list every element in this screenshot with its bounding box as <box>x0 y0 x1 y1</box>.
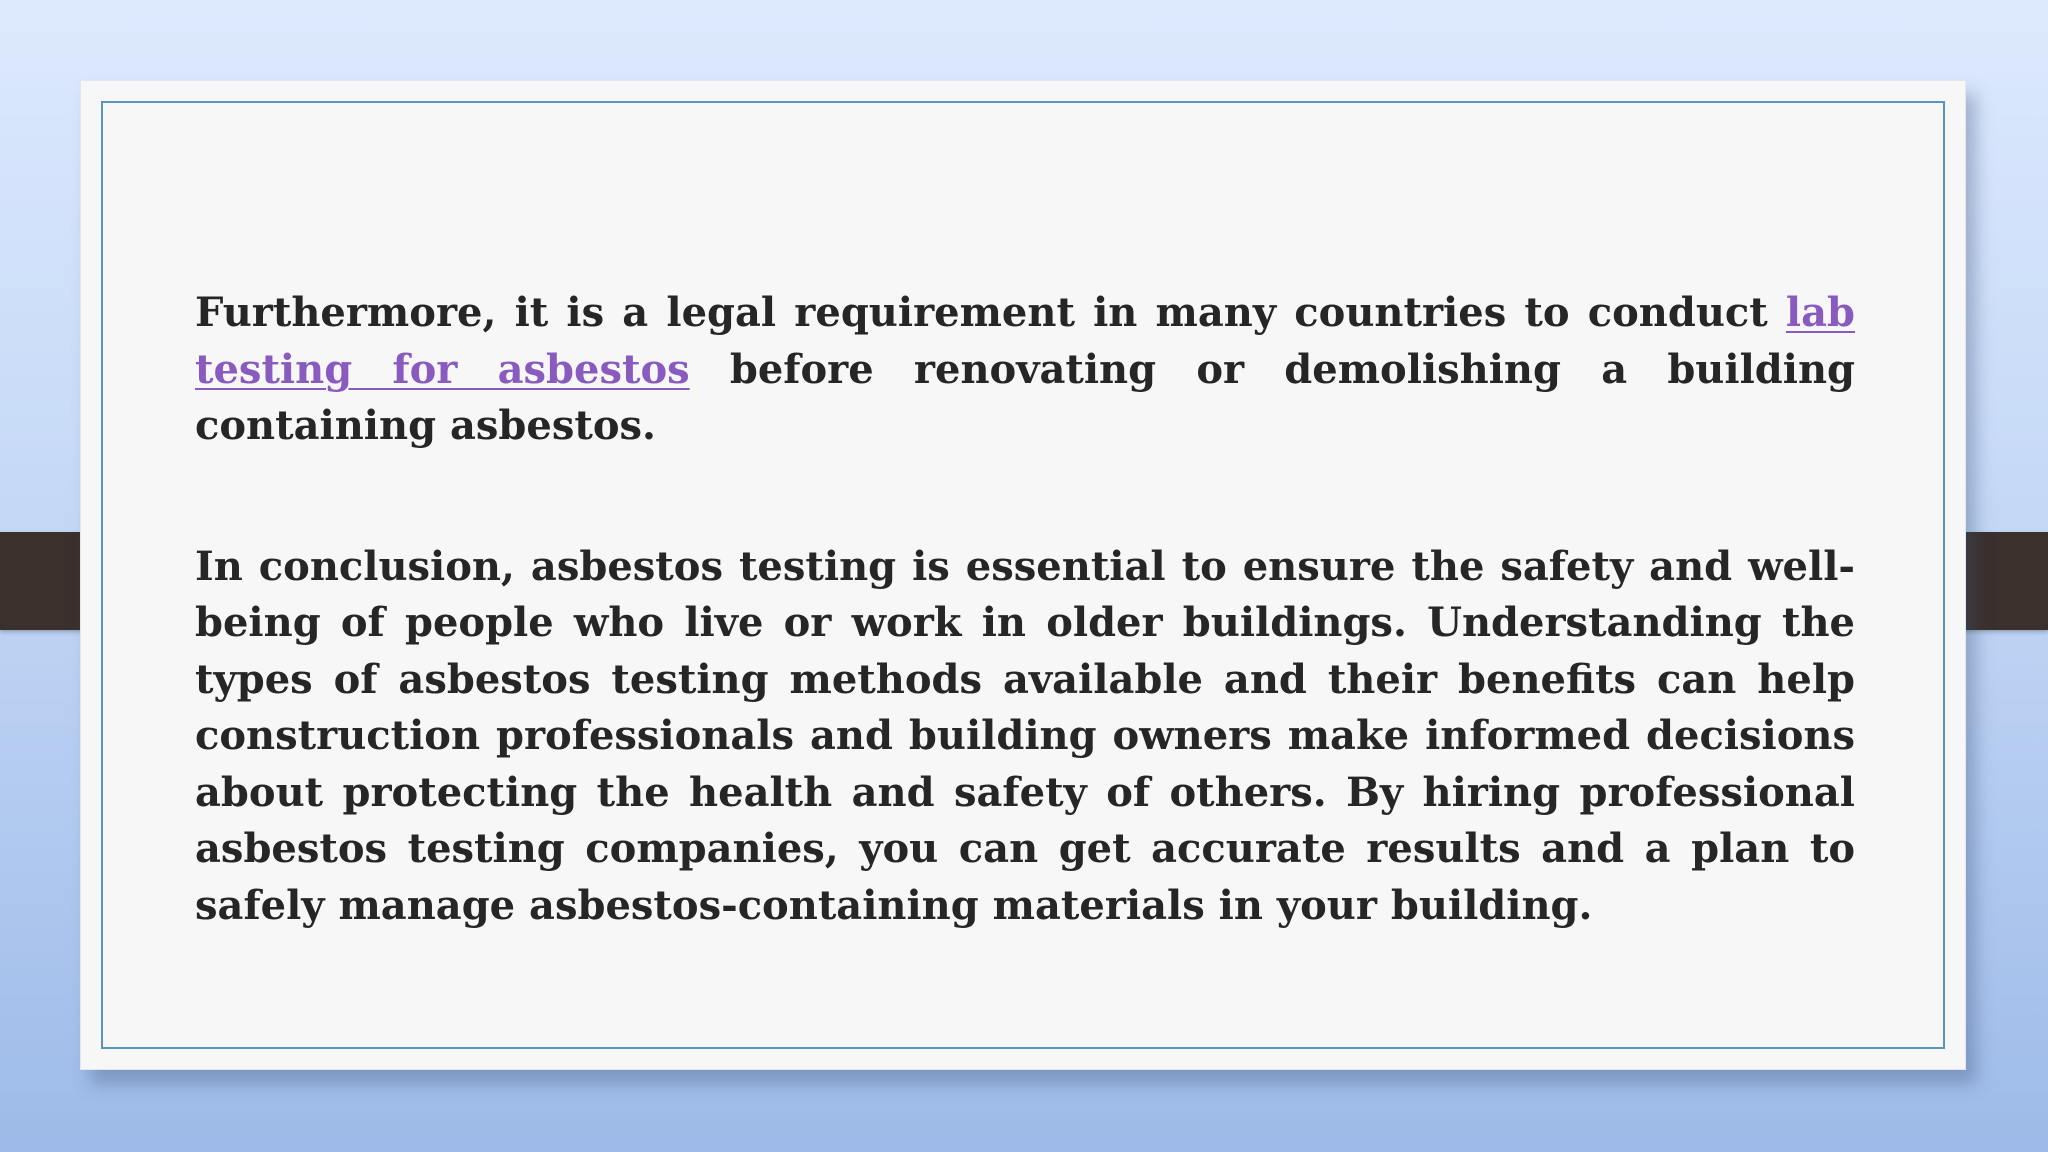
paragraph-1-text-after-link: before renovating or demolishing a building containing asbestos. <box>195 345 1855 449</box>
paragraph-conclusion: In conclusion, asbestos testing is essential to ensure the safety and well-being of people who live or work in older buildings. Understanding the types of asbestos testing methods available and their benefits can help construction professionals and building owners make informed decisions about protecting the health and safety of others. By hiring professional asbestos testing companies, you can get accurate results and a plan to safely manage asbestos-containing materials in your building. <box>195 542 1855 929</box>
paragraph-legal-requirement <box>195 285 1855 455</box>
paragraph-1-text-before-link: Furthermore, it is a legal requirement in many countries to conduct <box>195 289 1786 336</box>
lab-testing-link[interactable]: lab testing for asbestos <box>195 289 1855 393</box>
slide-card <box>80 80 1966 1070</box>
slide-content <box>195 285 1855 934</box>
